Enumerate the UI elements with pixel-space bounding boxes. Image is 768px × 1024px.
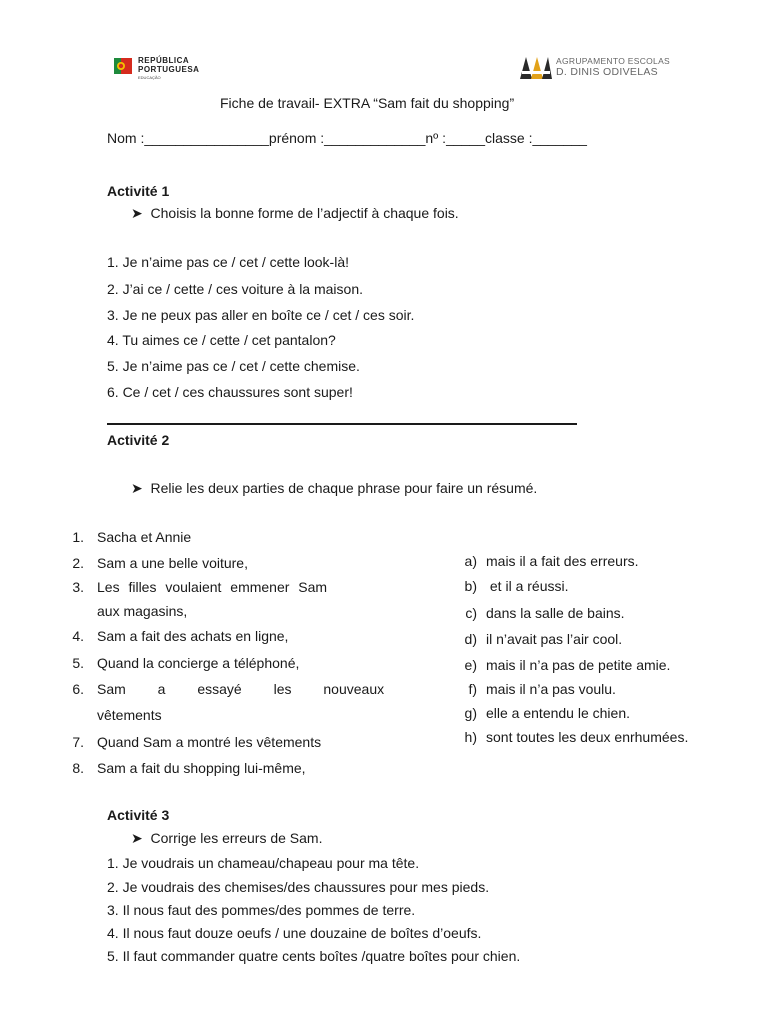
section-divider <box>107 423 577 425</box>
sentence-start: Quand Sam a montré les vêtements <box>97 734 322 750</box>
sentence-start: Sam a fait du shopping lui-même, <box>97 760 306 776</box>
activity1-item: 6. Ce / cet / ces chaussures sont super! <box>107 384 353 400</box>
worksheet-title: Fiche de travail- EXTRA “Sam fait du shopping” <box>220 95 515 111</box>
activity3-heading: Activité 3 <box>107 807 170 823</box>
activity2-instruction: ➤ Relie les deux parties de chaque phrase pour faire un résumé. <box>131 480 538 496</box>
activity3-item: 5. Il faut commander quatre cents boîtes /quatre boîtes pour chien. <box>107 948 521 964</box>
sentence-end: elle a entendu le chien. <box>486 705 630 721</box>
activity1-item: 3. Je ne peux pas aller en boîte ce / cet / ces soir. <box>107 307 415 323</box>
sentence-start: Les filles voulaient emmener Sam <box>97 579 328 595</box>
activity1-heading: Activité 1 <box>107 183 170 199</box>
list-letter: h) <box>464 729 477 745</box>
sentence-start: Sacha et Annie <box>97 529 192 545</box>
sentence-start: Quand la concierge a téléphoné, <box>97 655 300 671</box>
activity1-item: 1. Je n’aime pas ce / cet / cette look-là! <box>107 254 350 270</box>
activity1-item: 5. Je n’aime pas ce / cet / cette chemise. <box>107 358 360 374</box>
list-number: 7. <box>72 734 84 750</box>
arrow-bullet-icon: ➤ <box>131 205 143 221</box>
list-number: 1. <box>72 529 84 545</box>
list-number: 4. <box>72 628 84 644</box>
list-letter: b) <box>464 578 477 594</box>
list-number: 5. <box>72 655 84 671</box>
activity1-instruction: ➤ Choisis la bonne forme de l’adjectif à chaque fois. <box>131 205 459 221</box>
sentence-end: mais il n’a pas voulu. <box>486 681 616 697</box>
sentence-end: dans la salle de bains. <box>486 605 625 621</box>
republica-portuguesa-logo: REPÚBLICA PORTUGUESA EDUCAÇÃO <box>114 55 224 81</box>
sentence-continuation: aux magasins, <box>97 603 188 619</box>
agrupamento-escolas-logo: AGRUPAMENTO ESCOLAS D. DINIS ODIVELAS <box>520 55 660 81</box>
list-number: 3. <box>72 579 84 595</box>
sentence-start: Sam a essayé les nouveaux <box>97 681 385 697</box>
activity3-item: 1. Je voudrais un chameau/chapeau pour ma tête. <box>107 855 420 871</box>
sentence-start: Sam a une belle voiture, <box>97 555 248 571</box>
sentence-end: et il a réussi. <box>486 578 569 594</box>
school-logo-icon <box>520 57 552 79</box>
student-info-line: Nom :________________prénom :_____________nº :_____classe :_______ <box>107 130 587 146</box>
activity3-item: 2. Je voudrais des chemises/des chaussures pour mes pieds. <box>107 879 490 895</box>
sentence-end: mais il n’a pas de petite amie. <box>486 657 671 673</box>
list-letter: c) <box>465 605 477 621</box>
activity3-item: 3. Il nous faut des pommes/des pommes de terre. <box>107 902 416 918</box>
list-number: 6. <box>72 681 84 697</box>
sentence-end: il n’avait pas l’air cool. <box>486 631 623 647</box>
list-number: 8. <box>72 760 84 776</box>
list-letter: f) <box>468 681 477 697</box>
portuguese-flag-icon <box>114 58 132 74</box>
activity2-heading: Activité 2 <box>107 432 170 448</box>
list-letter: e) <box>464 657 477 673</box>
activity3-instruction: ➤ Corrige les erreurs de Sam. <box>131 830 323 846</box>
activity3-item: 4. Il nous faut douze oeufs / une douzaine de boîtes d’oeufs. <box>107 925 482 941</box>
sentence-end: mais il a fait des erreurs. <box>486 553 639 569</box>
arrow-bullet-icon: ➤ <box>131 830 143 846</box>
list-letter: g) <box>464 705 477 721</box>
activity1-item: 2. J’ai ce / cette / ces voiture à la maison. <box>107 281 364 297</box>
list-letter: d) <box>464 631 477 647</box>
sentence-end: sont toutes les deux enrhumées. <box>486 729 689 745</box>
sentence-start: Sam a fait des achats en ligne, <box>97 628 289 644</box>
sentence-continuation: vêtements <box>97 707 162 723</box>
list-letter: a) <box>464 553 477 569</box>
arrow-bullet-icon: ➤ <box>131 480 143 496</box>
activity1-item: 4. Tu aimes ce / cette / cet pantalon? <box>107 332 336 348</box>
list-number: 2. <box>72 555 84 571</box>
